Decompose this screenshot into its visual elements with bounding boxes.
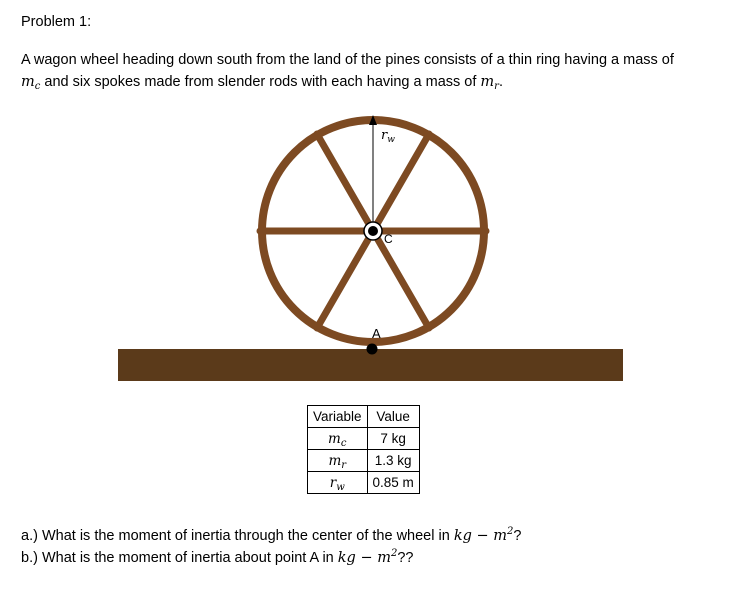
rw-label: $r_w$ — [381, 128, 395, 145]
table-header-variable: Variable — [308, 406, 368, 428]
c-label: C — [384, 232, 393, 246]
variables-table — [307, 405, 420, 494]
mc-symbol: $m_c$ — [21, 74, 41, 92]
table-cell-variable: $r_w$ — [308, 472, 368, 494]
a-label: A — [372, 326, 381, 341]
table-row — [308, 428, 420, 450]
table-cell-value: 1.3 kg — [367, 450, 419, 472]
question-a: a.) What is the moment of inertia through the center of the wheel in kg − $m^2$? — [21, 526, 522, 544]
point-a-dot — [367, 344, 378, 355]
table-cell-variable: $m_r$ — [308, 450, 368, 472]
table-cell-value: 0.85 m — [367, 472, 419, 494]
question-b: b.) What is the moment of inertia about point A in kg − $m^2$?? — [21, 548, 414, 566]
table-row — [308, 450, 420, 472]
intro-line-1: A wagon wheel heading down south from the land of the pines consists of a thin ring having a mass of — [21, 52, 674, 68]
table-cell-value: 7 kg — [367, 428, 419, 450]
hub-center — [368, 226, 378, 236]
table-row — [308, 472, 420, 494]
table-cell-variable: $m_c$ — [308, 428, 368, 450]
problem-title: Problem 1: — [21, 14, 92, 30]
intro-line-2-text: and six spokes made from slender rods with each having a mass of — [40, 74, 481, 90]
table-header-row — [308, 406, 420, 428]
mr-symbol: $m_r$ — [480, 74, 499, 92]
intro-line-2: $m_c$ and six spokes made from slender rods with each having a mass of $m_r$. — [21, 74, 503, 92]
table-header-value: Value — [367, 406, 419, 428]
